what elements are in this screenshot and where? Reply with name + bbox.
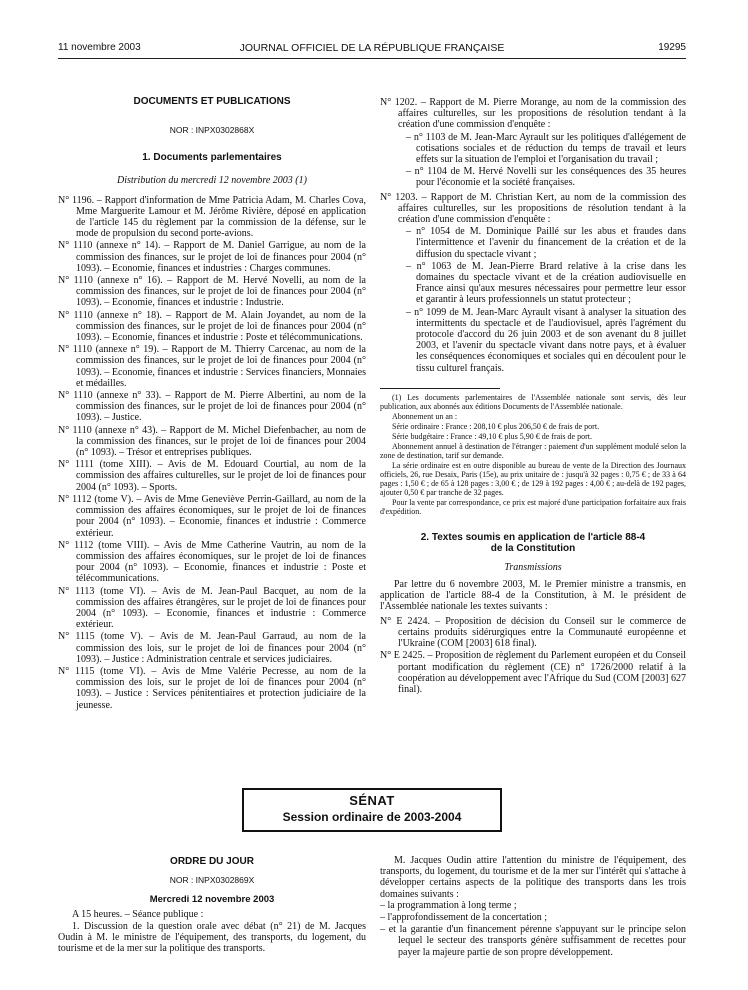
header-title: JOURNAL OFFICIEL DE LA RÉPUBLIQUE FRANÇAISE: [239, 42, 505, 54]
footnote-paragraph: La série ordinaire est en outre disponible au bureau de vente de la Direction des Journaux officiels, 26, rue Desaix, Paris (15e), au prix unitaire de : jusqu'à 32 pages : 0,75 € ; de 33 à 64 pages : 1,50 € ; de 65 à 128 pages : 3,00 € ; de 129 à 192 pages : 4,00 € ; au-delà de 192 pages, ajouter 0,50 € par tranche de 32 pages.: [380, 460, 686, 497]
footnote-paragraph: Série budgétaire : France : 49,10 € plus 5,90 € de frais de port.: [392, 431, 592, 441]
question-bullet: – la programmation à long terme ;: [380, 899, 517, 911]
document-entry: N° 1112 (tome V). – Avis de Mme Geneviève Perrin-Gaillard, au nom de la commission des affaires économiques, sur le projet de loi de finances pour 2004 (n° 1093). – Economie, finances et industrie : Commerce extérieur.: [58, 493, 366, 539]
entry-1203-bullets: [380, 226, 686, 374]
section2-title: [380, 532, 686, 554]
question-bullets: [380, 900, 686, 958]
document-entry: N° 1196. – Rapport d'information de Mme Patricia Adam, M. Charles Cova, Mme Marguerite Lamour et M. Jérôme Rivière, déposé en application de l'article 145 du règlement par la commission de la défense, sur le mode de propulsion du second porte-avions.: [58, 194, 366, 240]
question-bullet: – l'approfondissement de la concertation ;: [380, 912, 548, 924]
agenda-title: ORDRE DU JOUR: [170, 856, 254, 867]
document-entry: N° 1115 (tome V). – Avis de M. Jean-Paul Garraud, au nom de la commission des lois, sur le projet de loi de finances pour 2004 (n° 1093). – Justice : Administration centrale et services judiciaires.: [58, 631, 366, 665]
entry-1202: N° 1202. – Rapport de M. Pierre Morange, au nom de la commission des affaires culturelles, sur les propositions de résolution tendant à la création d'une commission d'enquête :: [380, 97, 686, 131]
document-entry: N° 1110 (annexe n° 16). – Rapport de M. Hervé Novelli, au nom de la commission des finances, sur le projet de loi de finances pour 2004 (n° 1093). – Economie, finances et industrie : Industrie.: [58, 275, 366, 309]
section2-list: [380, 616, 686, 695]
transmissions-label: Transmissions: [504, 561, 562, 573]
document-entry: N° 1110 (annexe n° 43). – Rapport de M. Michel Diefenbacher, au nom de la commission des finances, sur le projet de loi de finances pour 2004 (n° 1093). – Trésor et entreprises publiques.: [58, 424, 366, 459]
resolution-item: – n° 1104 de M. Hervé Novelli sur les conséquences des 35 heures pour l'économie et la société françaises.: [406, 166, 686, 189]
footnote-rule: [380, 388, 500, 389]
eu-text-entry: N° E 2425. – Proposition de règlement du Parlement européen et du Conseil portant modification du règlement (CE) n° 1726/2000 relatif à la coopération au développement avec l'Afrique du Sud (COM [2003] 627 final).: [380, 650, 686, 695]
resolution-item: – n° 1063 de M. Jean-Pierre Brard relative à la crise dans les domaines du spectacle vivant et de la création audiovisuelle en France ainsi qu'aux mesures nécessaires pour permettre leur essor et garantir à leurs professionnels un statut protecteur ;: [406, 260, 686, 306]
document-entry: N° 1110 (annexe n° 33). – Rapport de M. Pierre Albertini, au nom de la commission des finances, sur le projet de loi de finances pour 2004 (n° 1093). – Justice.: [58, 390, 366, 424]
document-entry: N° 1115 (tome VI). – Avis de Mme Valérie Pecresse, au nom de la commission des lois, sur le projet de loi de finances pour 2004 (n° 1093). – Justice : Services pénitentiaires et protection judiciaire de la jeunesse.: [58, 665, 366, 711]
document-entry: N° 1110 (annexe n° 14). – Rapport de M. Daniel Garrigue, au nom de la commission des finances, sur le projet de loi de finances pour 2004 (n° 1093). – Economie, finances et industries : Charges communes.: [58, 240, 366, 274]
senat-title: SÉNAT: [349, 793, 395, 808]
entry-1203: N° 1203. – Rapport de M. Christian Kert, au nom de la commission des affaires culturelles, sur les propositions de résolution tendant à la création d'une commission d'enquête :: [380, 191, 686, 226]
question-intro: M. Jacques Oudin attire l'attention du ministre de l'équipement, des transports, du logement, du tourisme et de la mer sur l'intérêt qui s'attache à développer certains aspects de la politique des transports dans les trois domaines suivants :: [380, 855, 686, 900]
question-column: [380, 855, 686, 959]
footnote-paragraph: Pour la vente par correspondance, ce prix est majoré d'une participation forfaitaire aux frais d'expédition.: [380, 497, 686, 516]
footnote-paragraph: Abonnement annuel à destination de l'étranger : paiement d'un supplément modulé selon la zone de destination, tarif sur demande.: [380, 441, 686, 460]
section2-title-line2: de la Constitution: [490, 542, 576, 554]
nor-code: NOR : INPX0302868X: [169, 125, 255, 136]
question-bullet: – et la garantie d'un financement pérenne s'appuyant sur le principe selon lequel le secteur des transports génère suffisamment de recettes pour payer la majeure partie de son propre développement.: [380, 924, 686, 958]
senat-banner: [242, 788, 502, 832]
distribution-line: Distribution du mercredi 12 novembre 2003 (1): [117, 175, 307, 187]
header-rule: [58, 58, 686, 59]
document-entry: N° 1110 (annexe n° 18). – Rapport de M. Alain Joyandet, au nom de la commission des finances, sur le projet de loi de finances pour 2004 (n° 1093). – Economie, finances et industrie : Poste et télécommunications.: [58, 309, 366, 344]
footnote-paragraph: Abonnement un an :: [392, 411, 458, 421]
footnote-paragraph: (1) Les documents parlementaires de l'Assemblée nationale sont servis, dès leur publication, aux abonnés aux éditions Documents de l'Assemblée nationale.: [380, 392, 686, 411]
document-entry: N° 1111 (tome XIII). – Avis de M. Edouard Courtial, au nom de la commission des affaires culturelles, sur le projet de loi de finances pour 2004 (n° 1093). – Sports.: [58, 459, 366, 493]
document-entry: N° 1112 (tome VIII). – Avis de Mme Catherine Vautrin, au nom de la commission des affaires économiques, sur le projet de loi de finances pour 2004 (n° 1093). – Economie, finances et industrie : Poste et télécommunications.: [58, 539, 366, 585]
document-entry: N° 1110 (annexe n° 19). – Rapport de M. Thierry Carcenac, au nom de la commission des finances, sur le projet de loi de finances pour 2004 (n° 1093). – Economie, finances et industrie : Services financiers, Monnaies et médailles.: [58, 344, 366, 389]
page-header: [58, 42, 686, 56]
eu-text-entry: N° E 2424. – Proposition de décision du Conseil sur le commerce de certains produits sidérurgiques entre la Communauté européenne et l'Ukraine (COM [2003] 618 final).: [380, 615, 686, 650]
section-title: DOCUMENTS ET PUBLICATIONS: [133, 96, 291, 107]
footnote: [380, 393, 686, 516]
header-page-number: 19295: [658, 42, 686, 53]
left-column: [58, 96, 366, 712]
agenda-nor: NOR : INPX0302869X: [169, 875, 255, 886]
resolution-item: – n° 1099 de M. Jean-Marc Ayrault visant à analyser la situation des intermittents du spectacle et de l'audiovisuel, après l'agrément du protocole d'accord du 26 juin 2003 et de son avenant du 8 juillet 2003, et l'avenir du spectacle vivant dans notre pays, et à évaluer les conséquences économiques et sociales qui en découlent pour le tissu culturel français.: [406, 306, 686, 374]
agenda-date: Mercredi 12 novembre 2003: [149, 894, 275, 906]
agenda-time: A 15 heures. – Séance publique :: [72, 909, 204, 921]
section2-intro: Par lettre du 6 novembre 2003, M. le Premier ministre a transmis, en application de l'article 88-4 de la Constitution, à M. le président de l'Assemblée nationale les textes suivants :: [380, 579, 686, 613]
right-column: [380, 97, 686, 696]
document-entry: N° 1113 (tome VI). – Avis de M. Jean-Paul Bacquet, au nom de la commission des affaires étrangères, sur le projet de loi de finances pour 2004 (n° 1093). – Economie, finances et industrie : Commerce extérieur.: [58, 585, 366, 631]
entry-1202-bullets: [380, 132, 686, 189]
section2-title-line1: 2. Textes soumis en application de l'article 88-4: [420, 531, 646, 543]
resolution-item: – n° 1054 de M. Dominique Paillé sur les abus et fraudes dans l'intermittence et l'avenir du financement de la création et de la diffusion du spectacle vivant ;: [406, 226, 686, 260]
senat-subtitle: Session ordinaire de 2003-2004: [282, 810, 462, 824]
document-list: [58, 195, 366, 711]
header-date: 11 novembre 2003: [58, 42, 141, 53]
agenda-column: [58, 856, 366, 954]
agenda-item-1: 1. Discussion de la question orale avec débat (n° 21) de M. Jacques Oudin à M. le ministre de l'équipement, des transports, du logement, du tourisme et de la mer sur la politique des transports.: [58, 920, 366, 955]
footnote-paragraph: Série ordinaire : France : 208,10 € plus 206,50 € de frais de port.: [392, 421, 600, 431]
subsection-title: 1. Documents parlementaires: [142, 152, 282, 164]
resolution-item: – n° 1103 de M. Jean-Marc Ayrault sur les politiques d'allégement de cotisations sociales et de réduction du temps de travail et leurs effets sur la situation de l'emploi et l'organisation du travail ;: [406, 131, 686, 166]
